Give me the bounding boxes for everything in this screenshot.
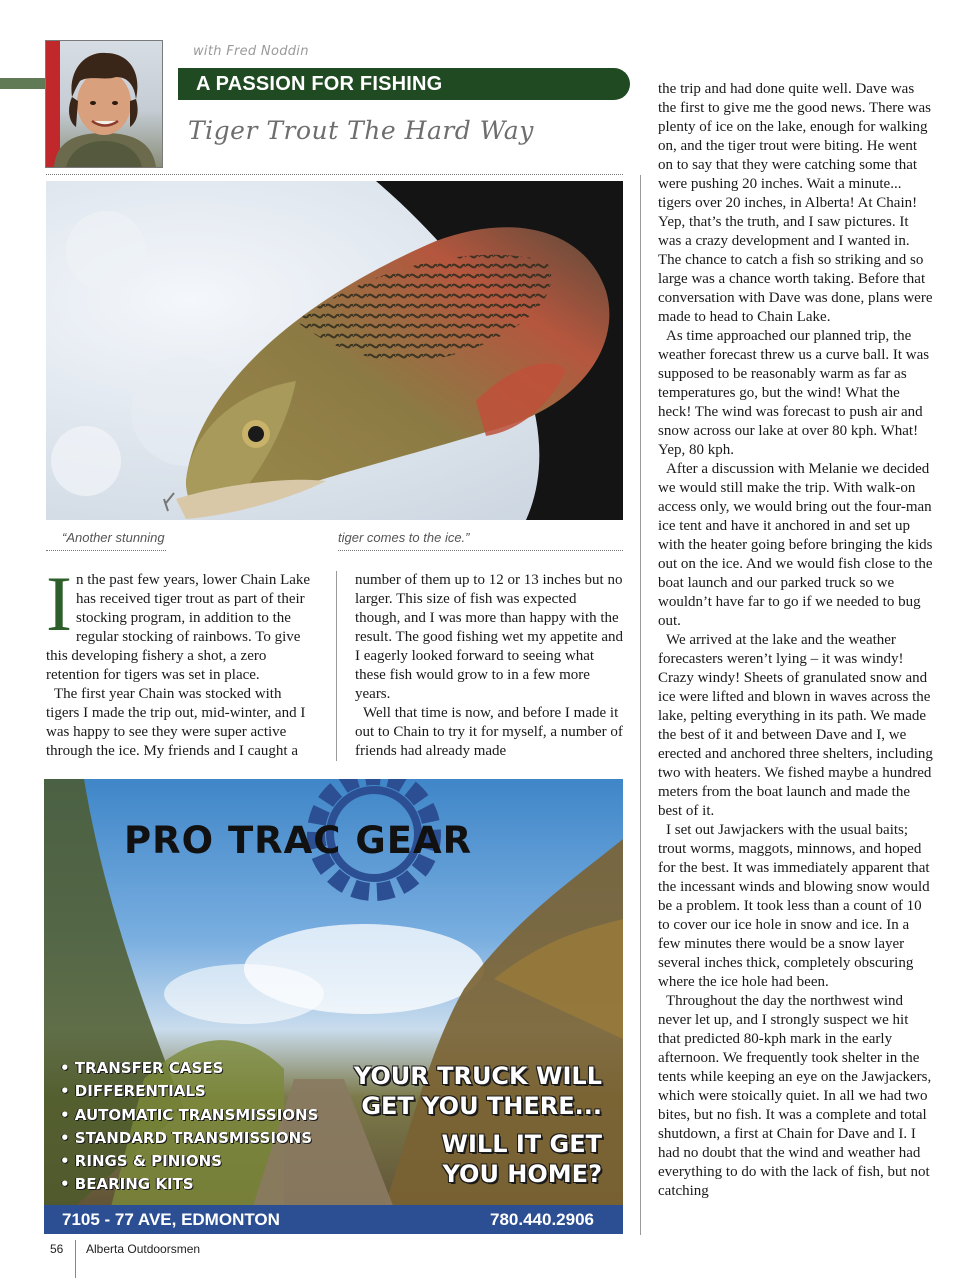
ad-slogan-line: YOU HOME? <box>442 1160 602 1188</box>
caption-divider-left <box>46 550 166 551</box>
tiger-trout-photo <box>46 181 623 520</box>
paragraph: Throughout the day the northwest wind never let up, and I strongly suspect we hit that predicted 80-kph mark in the early afternoon. We frequently took shelter in the tents while keeping an eye on the Jawjackers, which were stoically quiet. In all we had two bites, but no fish. It was a complete and total shutdown, a first at Chain for Dave and I. I had no doubt that the wind and weather had everything to do with the lack of fish, but not catching <box>658 993 932 1199</box>
paragraph: number of them up to 12 or 13 inches but no larger. This size of fish was expected though, and I was more than happy with the result. The good fishing wet my appetite and I eagerly looked forward to seeing what these fish would grow to in a few more years. <box>355 572 624 702</box>
section-title: A PASSION FOR FISHING <box>196 73 443 95</box>
article-column-1 <box>46 560 316 761</box>
paragraph: The first year Chain was stocked with tigers I made the trip out, mid-winter, and I was happy to see they were super active through the ice. My friends and I caught a <box>46 686 306 759</box>
caption-divider-right <box>338 550 623 551</box>
paragraph: We arrived at the lake and the weather forecasters weren’t lying – it was windy! Crazy windy! Sheets of granulated snow and ice were lifted and blown in waves across the lake, pelting everything in its path. We made the best of it and between Dave and I, we erected and anchored three shelters, including two with heaters. We fished maybe a hundred meters from the boat launch and made the best of it. <box>658 632 933 819</box>
ad-slogan-top <box>344 1061 602 1121</box>
drop-cap: I <box>46 560 72 647</box>
ad-bullet: • RINGS & PINIONS <box>60 1152 222 1171</box>
ad-bullet: • AUTOMATIC TRANSMISSIONS <box>60 1105 319 1124</box>
ad-bullet: • STANDARD TRANSMISSIONS <box>60 1128 313 1147</box>
paragraph: the trip and had done quite well. Dave was the first to give me the good news. There was plenty of ice on the lake, enough for walking on, and the tiger trout were biting. He went on to say that they were catching some that were pushing 20 inches. Wait a minute... tigers over 20 inches, in Alberta! At Chain! Yep, that’s the truth, and I saw pictures. It was a crazy development and I wanted in. The chance to catch a fish so striking and so large was a chance worth taking. Before that conversation with Dave was done, plans were made to head to Chain Lake. <box>658 81 933 325</box>
ad-bullet: • TRANSFER CASES <box>60 1059 224 1077</box>
article-column-2 <box>355 571 623 761</box>
page-number: 56 <box>50 1242 64 1256</box>
ad-bullet: • DIFFERENTIALS <box>60 1082 206 1101</box>
ad-slogan-line: GET YOU THERE... <box>361 1092 602 1120</box>
header-divider <box>46 174 623 175</box>
paragraph: I set out Jawjackers with the usual baits; trout worms, maggots, minnows, and hoped for the best. It was immediately apparent that the incessant winds and blowing snow would be a problem. It took less than a count of 10 to cover our ice hole in snow and ice. In a few minutes there would be a snow layer several inches thick, completely obscuring where the ice hole had been. <box>658 822 930 990</box>
ad-bullet: • BEARING KITS <box>60 1175 194 1194</box>
paragraph: Well that time is now, and before I made it out to Chain to try it for myself, a number of friends had already made <box>355 705 623 759</box>
photo-caption-left: “Another stunning <box>62 530 165 545</box>
paragraph: As time approached our planned trip, the weather forecast threw us a curve ball. It was supposed to be reasonably warm as far as temperatures go, but the wind! What the heck! The wind was forecast to push air and snow across our lake at over 80 kph. What! Yep, 80 kph. <box>658 328 930 458</box>
column-divider-lower <box>336 571 337 761</box>
accent-bar <box>0 78 46 89</box>
ad-slogan-bottom <box>344 1129 602 1189</box>
pro-trac-gear-ad <box>44 779 623 1234</box>
ad-product-list <box>60 1057 318 1197</box>
article-title: Tiger Trout The Hard Way <box>188 116 534 145</box>
paragraph: n the past few years, lower Chain Lake has received tiger trout as part of their stocking program, in addition to the regular stocking of rainbows. To give this developing fishery a shot, a zero retention for tigers was set in place. <box>46 572 311 683</box>
paragraph: After a discussion with Melanie we decided we would still make the trip. With walk-on access only, we would bring out the four-man ice tent and have it anchored in and set up with the heater going before bringing the kids out on the ice. And we would fish close to the boat launch and our parked truck so we wouldn’t have far to go if we needed to bug out. <box>658 461 933 629</box>
article-column-3 <box>658 80 934 1201</box>
column-divider <box>640 175 641 1235</box>
ad-slogan-line: WILL IT GET <box>441 1130 602 1158</box>
ad-phone: 780.440.2906 <box>490 1210 594 1229</box>
magazine-name: Alberta Outdoorsmen <box>86 1242 201 1256</box>
byline: with Fred Noddin <box>193 44 309 59</box>
ad-address: 7105 - 77 AVE, EDMONTON <box>62 1210 280 1229</box>
author-photo <box>45 40 163 168</box>
footer-divider <box>75 1240 76 1278</box>
photo-caption-right: tiger comes to the ice.” <box>338 530 470 545</box>
ad-brand-logo: PRO TRAC GEAR <box>124 819 473 862</box>
ad-slogan-line: YOUR TRUCK WILL <box>353 1062 602 1090</box>
